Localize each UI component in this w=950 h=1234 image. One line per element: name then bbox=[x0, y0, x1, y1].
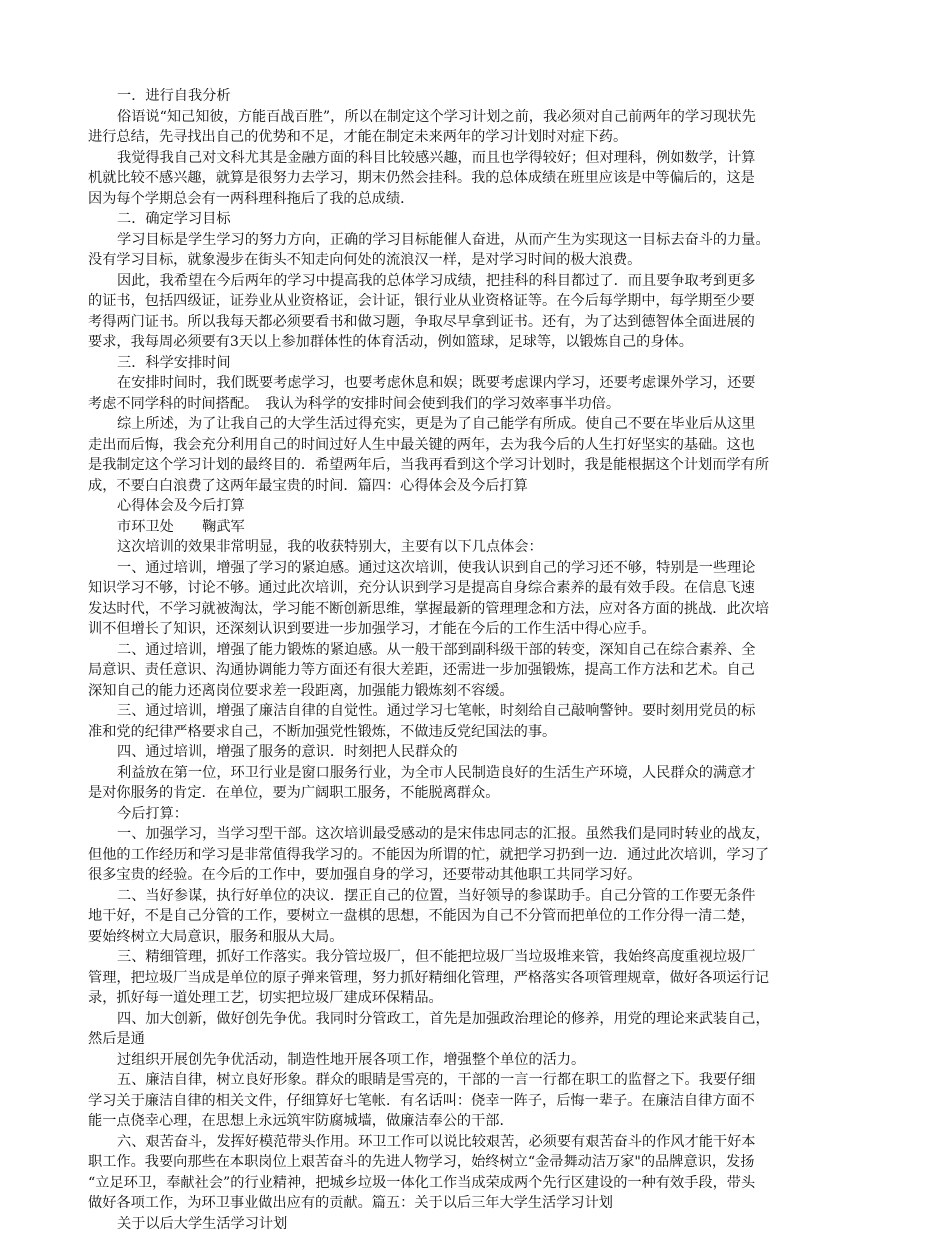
text-line: 做好各项工作，为环卫事业做出应有的贡献。篇五：关于以后三年大学生活学习计划 bbox=[88, 1193, 862, 1214]
text-line: 深知自己的能力还离岗位要求差一段距离，加强能力锻炼刻不容缓。 bbox=[88, 681, 862, 702]
text-line: “立足环卫，奉献社会”的行业精神，把城乡垃圾一体化工作当成荣成两个先行区建设的一种有效手段，带头 bbox=[88, 1173, 862, 1194]
text-line: 发达时代，不学习就被淘汰，学习能不断创新思维，掌握最新的管理理念和方法，应对各方面的挑战．此次培 bbox=[88, 599, 862, 620]
text-line: 四、通过培训，增强了服务的意识．时刻把人民群众的 bbox=[88, 742, 862, 763]
text-line: 要求，我每周必须要有3天以上参加群体性的体育活动，例如篮球，足球等，以锻炼自己的身体。 bbox=[88, 332, 862, 353]
text-line: 三．科学安排时间 bbox=[88, 353, 862, 374]
text-line: 一．进行自我分析 bbox=[88, 86, 862, 107]
text-line: 很多宝贵的经验。在今后的工作中，要加强自身的学习，还要带动其他职工共同学习好。 bbox=[88, 865, 862, 886]
text-line: 的证书，包括四级证，证券业从业资格证，会计证，银行业从业资格证等。在今后每学期中，每学期至少要 bbox=[88, 291, 862, 312]
text-line: 一、通过培训，增强了学习的紧迫感。通过这次培训，使我认识到自己的学习还不够，特别是一些理论 bbox=[88, 558, 862, 579]
text-line: 是对你服务的肯定．在单位，要为广阔职工服务，不能脱离群众。 bbox=[88, 783, 862, 804]
text-line: 训不但增长了知识，还深刻认识到要进一步加强学习，才能在今后的工作生活中得心应手。 bbox=[88, 619, 862, 640]
text-line: 走出而后悔，我会充分利用自己的时间过好人生中最关键的两年，去为我今后的人生打好坚实的基础。这也 bbox=[88, 435, 862, 456]
text-line: 关于以后大学生活学习计划 bbox=[88, 1214, 862, 1234]
text-line: 五、廉洁自律，树立良好形象。群众的眼睛是雪亮的，干部的一言一行都在职工的监督之下。我要仔细 bbox=[88, 1070, 862, 1091]
text-line: 一、加强学习，当学习型干部。这次培训最受感动的是宋伟忠同志的汇报。虽然我们是同时转业的战友， bbox=[88, 824, 862, 845]
text-line: 要始终树立大局意识，服务和服从大局。 bbox=[88, 927, 862, 948]
text-line: 是我制定这个学习计划的最终目的．希望两年后，当我再看到这个学习计划时，我是能根据这个计划而学有所 bbox=[88, 455, 862, 476]
text-line: 俗语说“知己知彼，方能百战百胜”，所以在制定这个学习计划之前，我必须对自己前两年的学习现状先 bbox=[88, 107, 862, 128]
text-line: 四、加大创新，做好创先争优。我同时分管政工，首先是加强政治理论的修养，用党的理论来武装自己， bbox=[88, 1009, 862, 1030]
text-line: 心得体会及今后打算 bbox=[88, 496, 862, 517]
text-line: 综上所述，为了让我自己的大学生活过得充实，更是为了自己能学有所成。使自己不要在毕业后从这里 bbox=[88, 414, 862, 435]
text-line: 考得两门证书。所以我每天都必须要看书和做习题，争取尽早拿到证书。还有，为了达到德智体全面进展的 bbox=[88, 312, 862, 333]
text-line: 二、通过培训，增强了能力锻炼的紧迫感。从一般干部到副科级干部的转变，深知自己在综合素养、全 bbox=[88, 640, 862, 661]
text-line: 学习目标是学生学习的努力方向，正确的学习目标能催人奋进，从而产生为实现这一目标去奋斗的力量。 bbox=[88, 230, 862, 251]
text-line: 机就比较不感兴趣，就算是很努力去学习，期末仍然会挂科。我的总体成绩在班里应该是中等偏后的，这是 bbox=[88, 168, 862, 189]
text-line: 这次培训的效果非常明显，我的收获特别大，主要有以下几点体会： bbox=[88, 537, 862, 558]
text-line: 管理，把垃圾厂当成是单位的原子弹来管理，努力抓好精细化管理，严格落实各项管理规章，做好各项运行记 bbox=[88, 968, 862, 989]
text-line: 今后打算： bbox=[88, 804, 862, 825]
text-line: 三、通过培训，增强了廉洁自律的自觉性。通过学习七笔帐，时刻给自己敲响警钟。要时刻用党员的标 bbox=[88, 701, 862, 722]
text-line: 三、精细管理，抓好工作落实。我分管垃圾厂，但不能把垃圾厂当垃圾堆来管，我始终高度重视垃圾厂 bbox=[88, 947, 862, 968]
text-line: 录，抓好每一道处理工艺，切实把垃圾厂建成环保精品。 bbox=[88, 988, 862, 1009]
text-line: 二．确定学习目标 bbox=[88, 209, 862, 230]
text-line: 学习关于廉洁自律的相关文件，仔细算好七笔帐．有名话叫：侥幸一阵子，后悔一辈子。在廉洁自律方面不 bbox=[88, 1091, 862, 1112]
text-line: 市环卫处 鞠武军 bbox=[88, 517, 862, 538]
text-line: 因为每个学期总会有一两科理科拖后了我的总成绩． bbox=[88, 189, 862, 210]
text-line: 能一点侥幸心理，在思想上永远筑牢防腐城墙，做廉洁奉公的干部． bbox=[88, 1111, 862, 1132]
text-line: 职工作。我要向那些在本职岗位上艰苦奋斗的先进人物学习，始终树立“金帚舞动洁万家"的品牌意识，发扬 bbox=[88, 1152, 862, 1173]
text-line: 二、当好参谋，执行好单位的决议．摆正自己的位置，当好领导的参谋助手。自己分管的工作要无条件 bbox=[88, 886, 862, 907]
document-page bbox=[88, 86, 862, 1234]
text-line: 过组织开展创先争优活动，制造性地开展各项工作，增强整个单位的活力。 bbox=[88, 1050, 862, 1071]
text-line: 进行总结，先寻找出自己的优势和不足，才能在制定未来两年的学习计划时对症下药。 bbox=[88, 127, 862, 148]
text-line: 因此，我希望在今后两年的学习中提高我的总体学习成绩，把挂科的科目都过了．而且要争取考到更多 bbox=[88, 271, 862, 292]
text-line: 在安排时间时，我们既要考虑学习，也要考虑休息和娱；既要考虑课内学习，还要考虑课外学习，还要 bbox=[88, 373, 862, 394]
text-line: 知识学习不够，讨论不够。通过此次培训，充分认识到学习是提高自身综合素养的最有效手段。在信息飞速 bbox=[88, 578, 862, 599]
text-line: 六、艰苦奋斗，发挥好模范带头作用。环卫工作可以说比较艰苦，必须要有艰苦奋斗的作风才能干好本 bbox=[88, 1132, 862, 1153]
text-line: 局意识、责任意识、沟通协调能力等方面还有很大差距，还需进一步加强锻炼，提高工作方法和艺术。自己 bbox=[88, 660, 862, 681]
text-line: 地干好，不是自己分管的工作，要树立一盘棋的思想，不能因为自己不分管而把单位的工作分得一清二楚， bbox=[88, 906, 862, 927]
text-line: 成，不要白白浪费了这两年最宝贵的时间．篇四：心得体会及今后打算 bbox=[88, 476, 862, 497]
text-line: 考虑不同学科的时间搭配。 我认为科学的安排时间会使到我们的学习效率事半功倍。 bbox=[88, 394, 862, 415]
text-line: 利益放在第一位，环卫行业是窗口服务行业，为全市人民制造良好的生活生产环境，人民群众的满意才 bbox=[88, 763, 862, 784]
text-line: 然后是通 bbox=[88, 1029, 862, 1050]
text-line: 我觉得我自己对文科尤其是金融方面的科目比较感兴趣，而且也学得较好；但对理科，例如数学，计算 bbox=[88, 148, 862, 169]
text-line: 没有学习目标，就象漫步在街头不知走向何处的流浪汉一样，是对学习时间的极大浪费。 bbox=[88, 250, 862, 271]
text-line: 但他的工作经历和学习是非常值得我学习的。不能因为所谓的忙，就把学习扔到一边．通过此次培训，学习了 bbox=[88, 845, 862, 866]
text-line: 准和党的纪律严格要求自己，不断加强党性锻炼，不做违反党纪国法的事。 bbox=[88, 722, 862, 743]
